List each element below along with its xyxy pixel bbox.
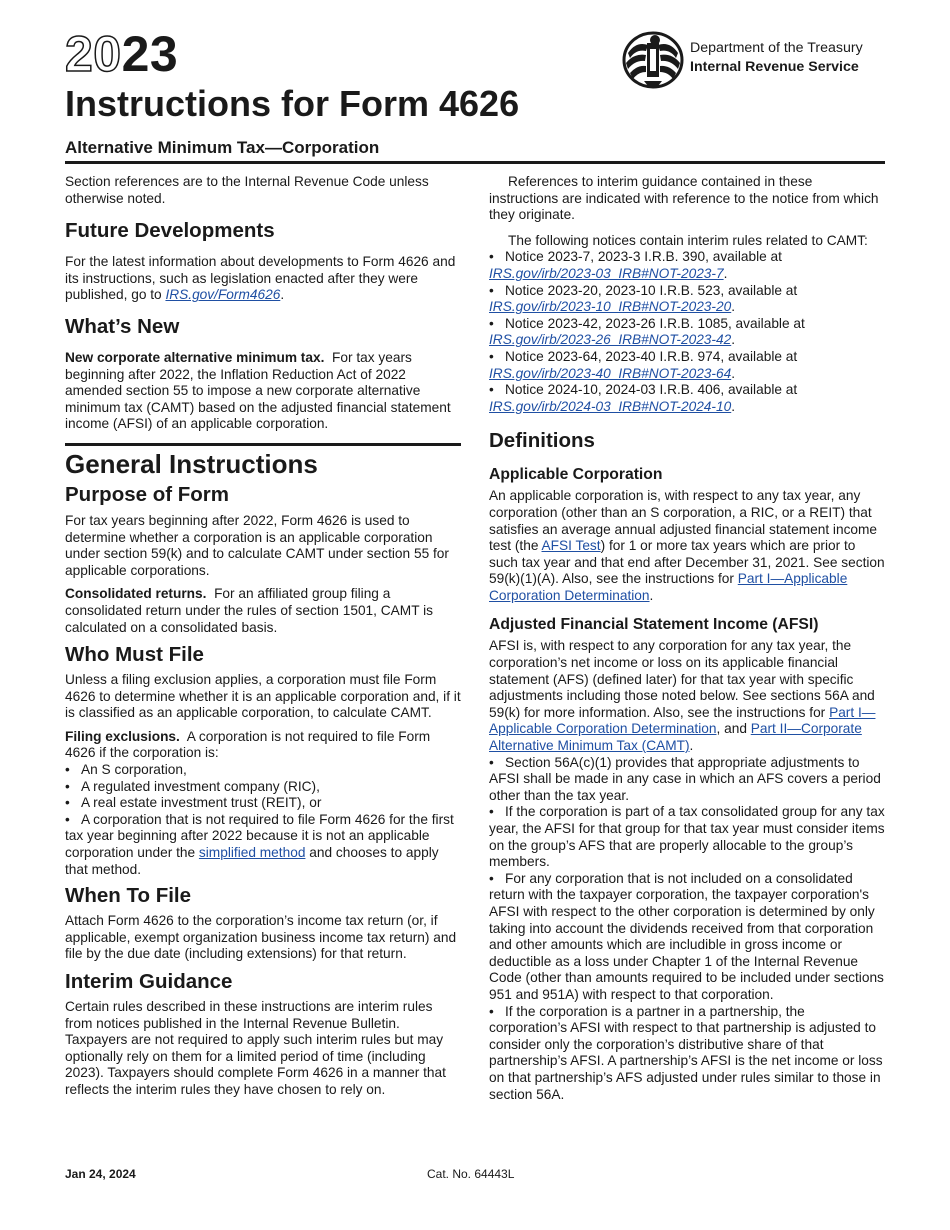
notice-text: Notice 2024-10, 2024-03 I.R.B. 406, available at bbox=[505, 382, 798, 398]
future-developments-text bbox=[65, 254, 461, 304]
notice-text: Notice 2023-42, 2023-26 I.R.B. 1085, available at bbox=[505, 315, 805, 331]
heading-who-must-file: Who Must File bbox=[65, 643, 204, 667]
page-title: Instructions for Form 4626 bbox=[65, 83, 520, 124]
left-column bbox=[65, 174, 461, 1106]
list-item: • Notice 2024-10, 2024-03 I.R.B. 406, available at IRS.gov/irb/2024-03_IRB#NOT-2024-10. bbox=[489, 382, 885, 415]
applicable-end: . bbox=[649, 587, 654, 603]
afsi-test-link[interactable]: AFSI Test bbox=[541, 538, 601, 554]
list-item: • If the corporation is a partner in a partnership, the corporation’s AFSI with respect to that partnership is adjusted to consider only the corporation’s distributive share of that partnership’s AFSI. A partnership’s AFSI is the net income or loss on that partnership’s AFS adjusted under rules similar to those in section 56A. bbox=[489, 1004, 885, 1104]
section-rule bbox=[65, 443, 461, 446]
list-item: • Notice 2023-42, 2023-26 I.R.B. 1085, available at IRS.gov/irb/2023-26_IRB#NOT-2023-42. bbox=[489, 316, 885, 349]
notice-link[interactable]: IRS.gov/irb/2023-10_IRB#NOT-2023-20 bbox=[489, 299, 732, 315]
purpose-text: For tax years beginning after 2022, Form 4626 is used to determine whether a corporation is an applicable corporation under section 59(k) and to calculate CAMT under section 55 for applicable corporations. bbox=[65, 512, 449, 578]
heading-afsi: Adjusted Financial Statement Income (AFSI) bbox=[489, 616, 819, 634]
interim-guidance-text: Certain rules described in these instructions are interim rules from notices published in the Internal Revenue Bulletin. Taxpayers are not required to apply such interim rules but may optionally rely on them for a limited period of time (including 2023). Taxpayers should complete Form 4626 in a manner that reflects the interim rules they have chosen to rely on. bbox=[65, 999, 446, 1097]
future-end: . bbox=[280, 287, 285, 303]
consolidated-returns-text bbox=[65, 586, 461, 636]
header-rule bbox=[65, 161, 885, 164]
right-column bbox=[489, 174, 885, 1105]
references-text: References to interim guidance contained in these instructions are indicated with reference to the notice from which they originate. bbox=[489, 174, 879, 223]
heading-purpose-of-form: Purpose of Form bbox=[65, 482, 230, 506]
notice-link[interactable]: IRS.gov/irb/2023-03_IRB#NOT-2023-7 bbox=[489, 265, 724, 281]
exclusion-last-post: and chooses to apply that method. bbox=[65, 845, 439, 877]
simplified-method-link[interactable]: simplified method bbox=[198, 845, 306, 861]
consolidated-text: For an affiliated group filing a consolidated return under the rules of section 1501, CAMT is calculated on a consolidated basis. bbox=[65, 586, 433, 635]
intro-text: Section references are to the Internal Revenue Code unless otherwise noted. bbox=[65, 174, 429, 206]
heading-general-instructions: General Instructions bbox=[65, 448, 318, 479]
afsi-end: . bbox=[689, 738, 694, 754]
notices-list bbox=[489, 249, 885, 415]
year-outline: 20 bbox=[65, 26, 122, 82]
notice-text: Notice 2023-7, 2023-3 I.R.B. 390, available at bbox=[505, 249, 782, 265]
department-name: Department of the Treasury bbox=[690, 40, 863, 56]
list-item: • For any corporation that is not included on a consolidated return with the taxpayer corporation, the taxpayer corporation's AFSI with respect to the other corporation is determined by only taking into account the dividends received from that corporation and other amounts which are includible in gross income or deductible as a loss under Chapter 1 of the Internal Revenue Code (other than amounts required to be included under sections 951 and 951A) with respect to that corporation. bbox=[489, 871, 885, 1004]
agency-name: Internal Revenue Service bbox=[690, 59, 859, 75]
footer-date: Jan 24, 2024 bbox=[65, 1167, 136, 1181]
notice-link[interactable]: IRS.gov/irb/2024-03_IRB#NOT-2024-10 bbox=[489, 398, 732, 414]
part1-link[interactable]: Part I—Applicable Corporation Determination bbox=[489, 571, 848, 603]
notice-text: Notice 2023-20, 2023-10 I.R.B. 523, available at bbox=[505, 282, 798, 298]
part1-link[interactable]: Part I—Applicable Corporation Determination bbox=[489, 704, 876, 737]
heading-interim-guidance: Interim Guidance bbox=[65, 970, 233, 993]
notice-text: Notice 2023-64, 2023-40 I.R.B. 974, available at bbox=[505, 348, 798, 364]
list-item: • A regulated investment company (RIC), bbox=[65, 779, 461, 796]
year-solid: 23 bbox=[121, 26, 179, 82]
filing-exclusions-text bbox=[65, 729, 461, 762]
exclusion-last-pre: A corporation that is not required to file Form 4626 for the first tax year beginning after 2022 because it is not an applicable corporation under the bbox=[65, 811, 454, 861]
part2-link[interactable]: Part II—Corporate Alternative Minimum Tax (CAMT) bbox=[489, 721, 862, 754]
list-item: • If the corporation is part of a tax consolidated group for any tax year, the AFSI for that group for that tax year must consider items on the group’s AFS that are properly allocable to the group’s members. bbox=[489, 804, 885, 870]
new-camt-runin: New corporate alternative minimum tax. bbox=[65, 349, 325, 365]
exclusions-list bbox=[65, 762, 461, 878]
notices-intro: The following notices contain interim rules related to CAMT: bbox=[508, 232, 868, 248]
applicable-corporation-text bbox=[489, 488, 885, 604]
heading-definitions: Definitions bbox=[489, 429, 595, 453]
list-item: • An S corporation, bbox=[65, 762, 461, 779]
footer-catalog-number: Cat. No. 64443L bbox=[427, 1167, 515, 1181]
future-text: For the latest information about developments to Form 4626 and its instructions, such as legislation enacted after they were published, go to bbox=[65, 254, 456, 303]
heading-whats-new: What’s New bbox=[65, 314, 180, 338]
document-header bbox=[65, 28, 885, 168]
afsi-text bbox=[489, 638, 885, 754]
who-must-file-text: Unless a filing exclusion applies, a corporation must file Form 4626 to determine whether it is an applicable corporation and, if it is classified as an applicable corporation, to calculate CAMT. bbox=[65, 672, 461, 721]
exclusions-text: A corporation is not required to file Form 4626 if the corporation is: bbox=[65, 728, 431, 761]
irs-eagle-logo-icon bbox=[622, 31, 684, 89]
exclusions-runin: Filing exclusions. bbox=[65, 728, 180, 744]
heading-when-to-file: When To File bbox=[65, 884, 192, 908]
form-year bbox=[65, 28, 178, 80]
applicable-pre: An applicable corporation is, with respect to any tax year, any corporation (other than an S corporation, a RIC, or a REIT) that satisfies an average annual adjusted financial statement income test (the bbox=[489, 488, 878, 554]
notice-link[interactable]: IRS.gov/irb/2023-26_IRB#NOT-2023-42 bbox=[489, 332, 732, 348]
consolidated-runin: Consolidated returns. bbox=[65, 586, 207, 602]
afsi-list bbox=[489, 755, 885, 1103]
page-subtitle: Alternative Minimum Tax—Corporation bbox=[65, 138, 380, 157]
applicable-mid: ) for 1 or more tax years which are prior to such tax year and that end after December 31, 2021. See section 59(k)(1)(A). Also, see the instructions for bbox=[489, 538, 885, 587]
heading-future-developments: Future Developments bbox=[65, 219, 275, 243]
whats-new-text bbox=[65, 350, 461, 433]
list-item: • Section 56A(c)(1) provides that appropriate adjustments to AFSI shall be made in any case in which an AFS covers a period other than the tax year. bbox=[489, 755, 885, 805]
new-camt-text: For tax years beginning after 2022, the Inflation Reduction Act of 2022 amended section 55 to impose a new corporate alternative minimum tax (CAMT) based on the adjusted financial statement income (AFSI) of an applicable corporation. bbox=[65, 349, 451, 432]
list-item bbox=[65, 812, 461, 878]
when-to-file-text: Attach Form 4626 to the corporation’s income tax return (or, if applicable, exempt organization business income tax return) and file by the due date (including extensions) for that return. bbox=[65, 913, 457, 962]
agency-block bbox=[622, 31, 885, 91]
notice-link[interactable]: IRS.gov/irb/2023-40_IRB#NOT-2023-64 bbox=[489, 365, 732, 381]
list-item: • Notice 2023-20, 2023-10 I.R.B. 523, available at IRS.gov/irb/2023-10_IRB#NOT-2023-20. bbox=[489, 283, 885, 316]
afsi-pre: AFSI is, with respect to any corporation for any tax year, the corporation’s net income or loss on its applicable financial statement (AFS) (defined later) for that tax year with specific adjustments including those noted below. See sections 56A and 59(k) for more information. Also, see the instructions for bbox=[489, 638, 875, 720]
afsi-mid: , and bbox=[716, 721, 751, 737]
heading-applicable-corporation: Applicable Corporation bbox=[489, 466, 663, 484]
list-item: • Notice 2023-64, 2023-40 I.R.B. 974, available at IRS.gov/irb/2023-40_IRB#NOT-2023-64. bbox=[489, 349, 885, 382]
list-item: • A real estate investment trust (REIT), or bbox=[65, 795, 461, 812]
form4626-link[interactable]: IRS.gov/Form4626 bbox=[165, 287, 281, 303]
list-item: • Notice 2023-7, 2023-3 I.R.B. 390, available at IRS.gov/irb/2023-03_IRB#NOT-2023-7. bbox=[489, 249, 885, 282]
